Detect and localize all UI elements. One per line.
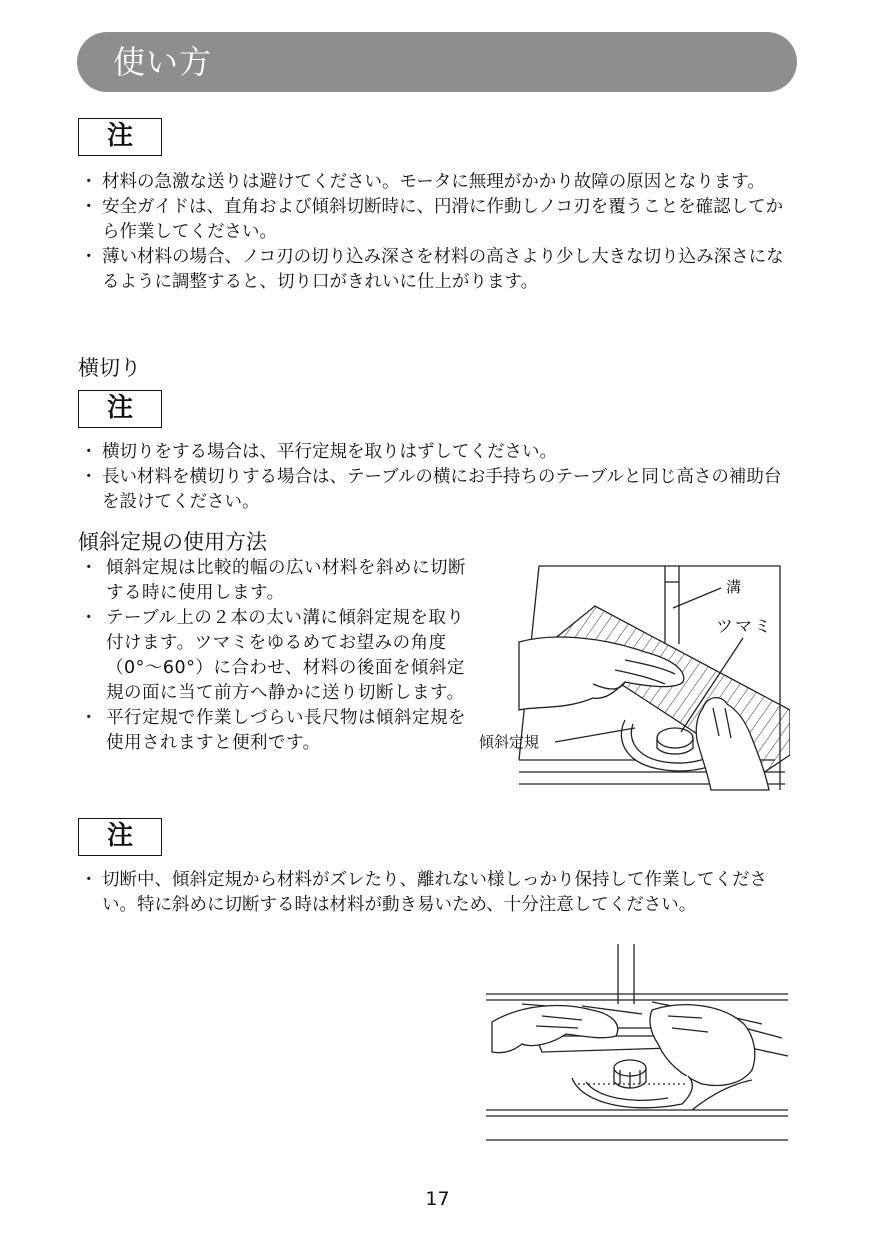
bullet: ・ [80,708,98,728]
list-item: ・ 平行定規で作業しづらい長尺物は傾斜定規を使用されますと便利です。 [80,708,466,753]
bullet: ・ [80,870,98,890]
crosscut-list [78,440,798,515]
figure-label-miter-gauge: 傾斜定規 [479,733,540,751]
bullet: ・ [80,608,98,628]
list-item: ・ 薄い材料の場合、ノコ刃の切り込み深さを材料の高さより少し大きな切り込み深さになるように調整すると、切り口がきれいに仕上がります。 [80,247,784,292]
caution-box-1: 注 [78,118,162,156]
list-item: ・ 切断中、傾斜定規から材料がズレたり、離れない様しっかり保持して作業してください。特に斜めに切断する時は材料が動き易いため、十分注意してください。 [80,870,767,915]
page-number: 17 [425,1188,450,1210]
crosscut-heading: 横切り [78,356,141,380]
miter-heading: 傾斜定規の使用方法 [78,530,267,554]
caution-1-list [78,170,798,295]
bullet: ・ [80,247,98,267]
list-item: ・ 傾斜定規は比較的幅の広い材料を斜めに切断する時に使用します。 [80,558,466,603]
list-item: ・ 長い材料を横切りする場合は、テーブルの横にお手持ちのテーブルと同じ高さの補助台を設けてください。 [80,467,782,512]
list-item: ・ 材料の急激な送りは避けてください。モータに無理がかかり故障の原因となります。 [78,170,798,195]
bullet: ・ [80,442,98,462]
bullet: ・ [80,558,98,578]
list-item: ・ 横切りをする場合は、平行定規を取りはずしてください。 [78,440,798,465]
hands-holding-material-illustration [482,944,792,1148]
bullet: ・ [80,172,98,192]
page-title: 使い方 [113,43,213,81]
caution-box-3: 注 [78,818,162,856]
caution-2-list [78,868,798,918]
list-item: ・ 安全ガイドは、直角および傾斜切断時に、円滑に作動しノコ刃を覆うことを確認してから作業してください。 [80,197,784,242]
figure-label-groove: 溝 [726,578,742,596]
bullet: ・ [80,467,98,487]
list-item: ・ テーブル上の２本の太い溝に傾斜定規を取り付けます。ツマミをゆるめてお望みの角度（0°～60°）に合わせ、材料の後面を傾斜定規の面に当て前方へ静かに送り切断します。 [80,608,465,703]
header-bar [77,32,797,92]
bullet: ・ [80,197,98,217]
figure-label-knob: ツマミ [716,617,773,637]
miter-list [78,556,470,756]
miter-gauge-illustration [475,560,790,792]
caution-box-2: 注 [78,390,162,428]
